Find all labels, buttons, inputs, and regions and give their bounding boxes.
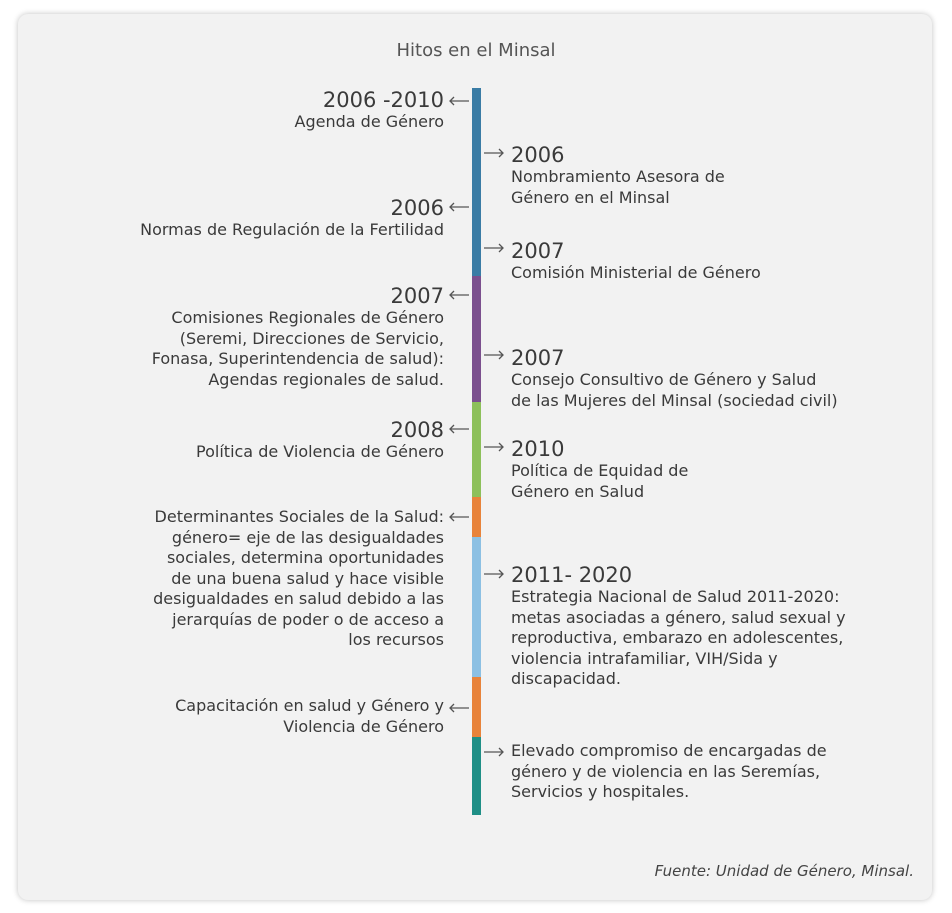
right-entry	[511, 143, 725, 208]
timeline-segment	[472, 677, 481, 737]
entry-text-line: Género en Salud	[511, 481, 645, 501]
timeline-segment	[472, 402, 481, 497]
arrow-right-icon	[483, 350, 505, 360]
entry-text-line: (Seremi, Direcciones de Servicio,	[179, 328, 444, 348]
timeline-segment	[472, 497, 481, 537]
entry-text-line: Violencia de Género	[283, 716, 444, 736]
arrow-right-icon	[483, 243, 505, 253]
right-entry	[511, 563, 846, 690]
arrow-right-icon	[483, 569, 505, 579]
entry-text-line: Política de Violencia de Género	[196, 442, 444, 461]
left-entry	[175, 696, 444, 737]
entry-text-line: desigualdades en salud debido a las	[153, 589, 444, 608]
entry-text-line: Consejo Consultivo de Género y Salud	[511, 370, 817, 389]
entry-year: 2011- 2020	[511, 563, 633, 587]
arrow-left-icon	[448, 202, 470, 212]
left-entry	[140, 196, 444, 241]
entry-text-line: sociales, determina oportunidades	[166, 548, 444, 567]
left-entry	[295, 88, 444, 133]
arrow-left-icon	[448, 290, 470, 300]
entry-year: 2007	[511, 239, 565, 263]
left-entry	[153, 507, 444, 651]
arrow-left-icon	[448, 512, 470, 522]
left-entry	[196, 418, 444, 463]
entry-text-line: jerarquías de poder o de acceso a	[172, 609, 444, 629]
entry-text-line: Comisión Ministerial de Género	[511, 263, 761, 282]
right-entry	[511, 741, 827, 803]
arrow-right-icon	[483, 442, 505, 452]
entry-year: 2008	[390, 418, 444, 442]
entry-text-line: Género en el Minsal	[511, 187, 670, 207]
entry-text-line: violencia intrafamiliar, VIH/Sida y	[511, 648, 778, 668]
timeline-segment	[472, 737, 481, 815]
entry-text-line: Capacitación en salud y Género y	[175, 696, 444, 715]
timeline-segment	[472, 276, 481, 402]
entry-text-line: género y de violencia en las Seremías,	[511, 761, 821, 781]
entry-text-line: Agendas regionales de salud.	[208, 369, 444, 389]
entry-text-line: Nombramiento Asesora de	[511, 167, 725, 186]
source-note: Fuente: Unidad de Género, Minsal.	[654, 862, 914, 880]
timeline-segment	[472, 537, 481, 677]
entry-text-line: de las Mujeres del Minsal (sociedad civil)	[511, 390, 838, 410]
entry-text-line: Normas de Regulación de la Fertilidad	[140, 220, 444, 239]
entry-text-line: Comisiones Regionales de Género	[171, 308, 444, 327]
entry-text-line: reproductiva, embarazo en adolescentes,	[511, 628, 844, 647]
arrow-right-icon	[483, 747, 505, 757]
arrow-right-icon	[483, 148, 505, 158]
entry-year: 2007	[511, 346, 565, 370]
entry-year: 2006 -2010	[322, 88, 444, 112]
entry-year: 2010	[511, 437, 565, 461]
arrow-left-icon	[448, 424, 470, 434]
right-entry	[511, 437, 688, 502]
right-entry	[511, 239, 761, 284]
entry-text-line: género= eje de las desigualdades	[171, 527, 444, 547]
entry-text-line: Determinantes Sociales de la Salud:	[154, 507, 444, 526]
right-entry	[511, 346, 838, 411]
entry-year: 2006	[390, 196, 444, 220]
left-entry	[152, 284, 444, 390]
entry-text-line: Servicios y hospitales.	[511, 782, 690, 801]
entry-year: 2007	[390, 284, 444, 308]
entry-text-line: Elevado compromiso de encargadas de	[511, 741, 827, 760]
entry-text-line: Política de Equidad de	[511, 461, 689, 480]
entry-text-line: discapacidad.	[511, 669, 621, 688]
arrow-left-icon	[448, 96, 470, 106]
entry-year: 2006	[511, 143, 565, 167]
entry-text-line: Fonasa, Superintendencia de salud):	[151, 349, 444, 368]
entry-text-line: metas asociadas a género, salud sexual y	[511, 607, 846, 627]
entry-text-line: Agenda de Género	[294, 112, 444, 131]
arrow-left-icon	[448, 703, 470, 713]
page-title: Hitos en el Minsal	[396, 40, 556, 61]
timeline-segment	[472, 88, 481, 276]
entry-text-line: los recursos	[348, 630, 444, 649]
entry-text-line: de una buena salud y hace visible	[171, 568, 444, 588]
entry-text-line: Estrategia Nacional de Salud 2011-2020:	[511, 587, 840, 606]
